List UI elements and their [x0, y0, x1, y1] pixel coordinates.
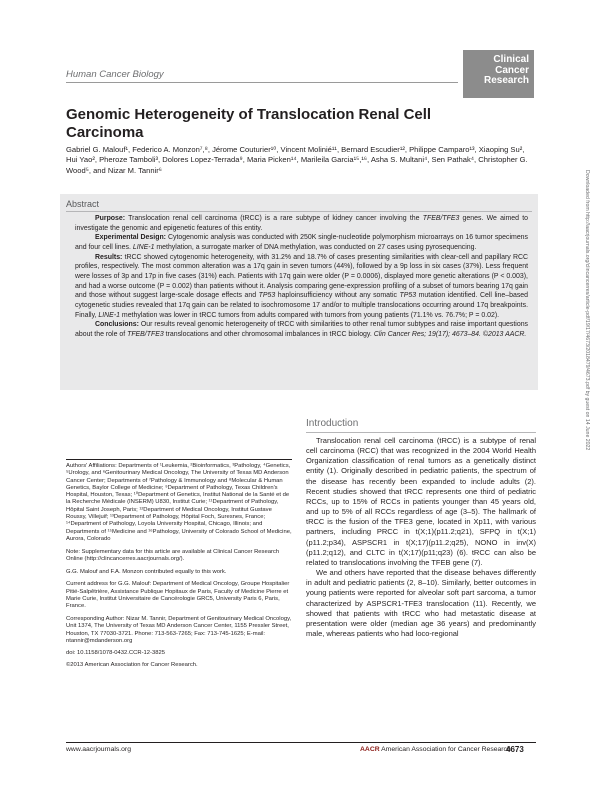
logo-line-1: Clinical — [493, 54, 529, 65]
page-number: 4673 — [506, 745, 524, 754]
results-text-a: tRCC showed cytogenomic heterogeneity, with 31.2% and 18.7% of cases presenting similarities with clear-cell and papillary RCC profiles, respectively. The most common alteration was a 17q gain in seven tumors (44%), followed by a 9p loss in six cases (37%). Less frequent were losses of 3p and 17p in five cases (31%) each. Patients with 17q gain were older ( — [75, 253, 528, 280]
purpose-label: Purpose: — [95, 215, 126, 222]
doi: doi: 10.1158/1078-0432.CCR-12-3825 — [66, 650, 165, 657]
abstract-purpose — [75, 214, 528, 233]
purpose-text-end: genes. We aimed to investigate the genomic and epigenetic features of this entity. — [75, 215, 528, 232]
conclusions-text: Our results reveal genomic heterogeneity of tRCC with similarities to other renal tumor subtypes and raise important questions about the role of — [75, 321, 529, 338]
author-list: Gabriel G. Malouf¹, Federico A. Monzon⁷,⁸, Jérome Couturier¹⁰, Vincent Molinié¹¹, Bernard Escudier¹², Philippe Camparo¹³, Xiaoping Su², Hui Yao², Pheroze Tamboli³, Dolores Lopez-Terrada⁹, Maria Picken¹⁴, Marileila Garcia¹⁵,¹⁶, Asha S. Multani⁴, Sen Pathak⁴, Christopher G. Wood⁵, and Nizar M. Tannir⁶ — [66, 145, 528, 175]
section-label: Human Cancer Biology — [66, 69, 164, 80]
conclusions-gene: TFEB/TFE3 — [127, 330, 164, 338]
results-text-d: mutation identified. Cell line–based cytogenetic studies revealed that 17q gain can be related to isochromosome 17 and/or to multiple translocations occurring around 17q breakpoints. Finally, — [75, 292, 529, 319]
footer-organization — [360, 746, 511, 753]
abstract-divider — [66, 211, 532, 212]
results-gene-3: LINE-1 — [98, 311, 120, 319]
header-divider — [66, 82, 458, 83]
supplementary-note: Note: Supplementary data for this article are available at Clinical Cancer Research Online (http://clincancerres.aacrjournals.org/). — [66, 548, 280, 562]
aacr-name: American Association for Cancer Research — [379, 746, 511, 753]
design-text: Cytogenomic analysis was conducted with 250K single-nucleotide polymorphism microarrays on 16 tumor specimens and four cell lines. — [75, 234, 528, 251]
download-note-text: Downloaded from http://aacrjournals.org/clincancerres/article-pdf/19/17/4673/2018479/4673.pdf by guest on 14 June 2022 — [584, 170, 590, 451]
current-address: Current address for G.G. Malouf: Department of Medical Oncology, Groupe Hospitalier Pitié-Salpêtrière, Assistance Publique Hopitaux de Paris, Faculty of Medicine Pierre et Marie Curie, Institut Universitaire de Cancérologie GRC5, University Paris 6, Paris, France. — [66, 581, 290, 610]
intro-paragraph-2: We and others have reported that the disease behaves differently in adult and pediatric patients (2, 8–10). Similarly, better outcomes in young patients were reported for alveolar soft part sarcoma, a tumor characterized by ASPSCR1-TFE3 translocation (11). Recently, we showed that patients with tRCC who had metastatic disease at presentation were older (median age 36 years) and predominantly male, whereas patients who had loco-regional — [306, 568, 536, 638]
introduction-heading: Introduction — [306, 418, 359, 429]
design-text-end: methylation, a surrogate marker of DNA methylation, was conducted on 27 cases using pyrosequencing. — [154, 243, 477, 251]
article-title: Genomic Heterogeneity of Translocation Renal Cell Carcinoma — [66, 106, 432, 141]
introduction-body — [306, 436, 536, 639]
logo-line-3: Research — [483, 75, 529, 86]
journal-logo — [463, 50, 534, 98]
intro-paragraph-1: Translocation renal cell carcinoma (tRCC) is a subtype of renal cell carcinoma (RCC) that was recognized in the 2004 World Health Organization classification of renal tumors as a genetically distinct entity (1). Originally described in pediatric patients, the spectrum of the disease has recently been expanded to include adults (2). Recent studies showed that tRCC represents one third of pediatric RCCs, up to 15% of RCCs in patients younger than 45 years old, and up to 5% of all RCCs regardless of age (3–5). The hallmark of tRCC is the fusion of the TFE3 gene, located in Xp11, with various partners, including PRCC in t(X;1)(p11.2;q21), SFPQ in t(X;1)(p11.2;p34), ASPSCR1 in t(X;17)(p11.2;q25), NONO in inv(X)(p11.2;q12), and CLTC in t(X;17)(p11;q23) (6). tRCC can also be related to translocations involving the TFEB gene (7). — [306, 436, 536, 567]
footer-url[interactable]: www.aacrjournals.org — [66, 746, 131, 753]
abstract-heading: Abstract — [66, 199, 100, 209]
conclusions-label: Conclusions: — [95, 321, 139, 329]
introduction-column — [306, 418, 536, 639]
results-pvalues: P = 0.0006), displayed more genetic alterations (P < 0.003), and had a worse outcome (P = 0.002) — [75, 272, 528, 290]
abstract-citation: Clin Cancer Res; 19(17); 4673–84. ©2013 AACR. — [373, 330, 527, 338]
design-gene: LINE-1 — [132, 243, 155, 251]
affiliations: Authors' Affiliations: Departments of ¹Leukemia, ²Bioinformatics, ³Pathology, ⁴Genetics, ⁵Urology, and ⁶Genitourinary Medical Oncology, The University of Texas MD Anderson Cancer Center; Departments of ⁷Pathology & Immunology and ⁸Molecular & Human Genetics, Baylor College of Medicine; ⁹Department of Pathology, Texas Children's Hospital, Houston, Texas; ¹⁰Department of Genetics, Institut National de la Santé et de la Recherche Médicale (INSERM) U830, Institut Curie; ¹¹Department of Pathology, Hôpital Saint Joseph, Paris; ¹²Department of Medical Oncology, Institut Gustave Roussy, Villejuif; ¹³Department of Pathology, Hôpital Foch, Suresnes, France; ¹⁴Department of Pathology, Loyola University Hospital, Chicago, Illinois; and Departments of ¹⁵Medicine and ¹⁶Pathology, University of Colorado School of Medicine, Aurora, Colorado — [66, 463, 292, 542]
design-label: Experimental Design: — [95, 234, 166, 242]
results-label: Results: — [95, 253, 123, 261]
results-gene-1: TP53 — [258, 292, 276, 300]
results-text-b: than patients without it. Analysis comparing gene-expression profiling of a subset of tumors bearing 17q gain and those without suggest large-scale dosage effects and — [75, 282, 528, 300]
purpose-gene: TFEB/TFE3 — [422, 215, 460, 222]
results-text-e: methylation was lower in tRCC tumors from adults compared with tumors from young patients (71.1% vs. 76.7%; P = 0.02). — [119, 311, 500, 319]
aacr-logo-text: AACR — [360, 746, 380, 753]
purpose-text: Translocation renal cell carcinoma (tRCC) is a rare subtype of kidney cancer involving the — [125, 215, 423, 222]
results-gene-2: TP53 — [399, 292, 417, 300]
copyright: ©2013 American Association for Cancer Research. — [66, 661, 198, 668]
abstract-results — [75, 253, 528, 321]
footer-divider — [66, 742, 536, 743]
logo-line-2: Cancer — [495, 64, 529, 76]
introduction-divider — [306, 432, 536, 433]
conclusions-text-end: translocations and other chromosomal imbalances in tRCC biology. — [163, 330, 374, 338]
corresponding-author: Corresponding Author: Nizar M. Tannir, Department of Genitourinary Medical Oncology, Unit 1374, The University of Texas MD Anderson Cancer Center, 1155 Pressler Street, Houston, TX 77030-3721. Phone: 713-563-7265; Fax: 713-745-1625; E-mail: ntannir@mdanderson.org — [66, 615, 292, 644]
download-note — [580, 170, 592, 590]
affiliations-divider — [66, 459, 292, 460]
abstract-body — [75, 214, 528, 340]
abstract-design — [75, 233, 528, 252]
abstract-conclusions — [75, 320, 528, 339]
equal-contribution-note: G.G. Malouf and F.A. Monzon contributed equally to this work. — [66, 568, 227, 575]
affiliations-column — [66, 463, 292, 674]
results-text-c: haploinsufficiency without any somatic — [275, 292, 400, 300]
